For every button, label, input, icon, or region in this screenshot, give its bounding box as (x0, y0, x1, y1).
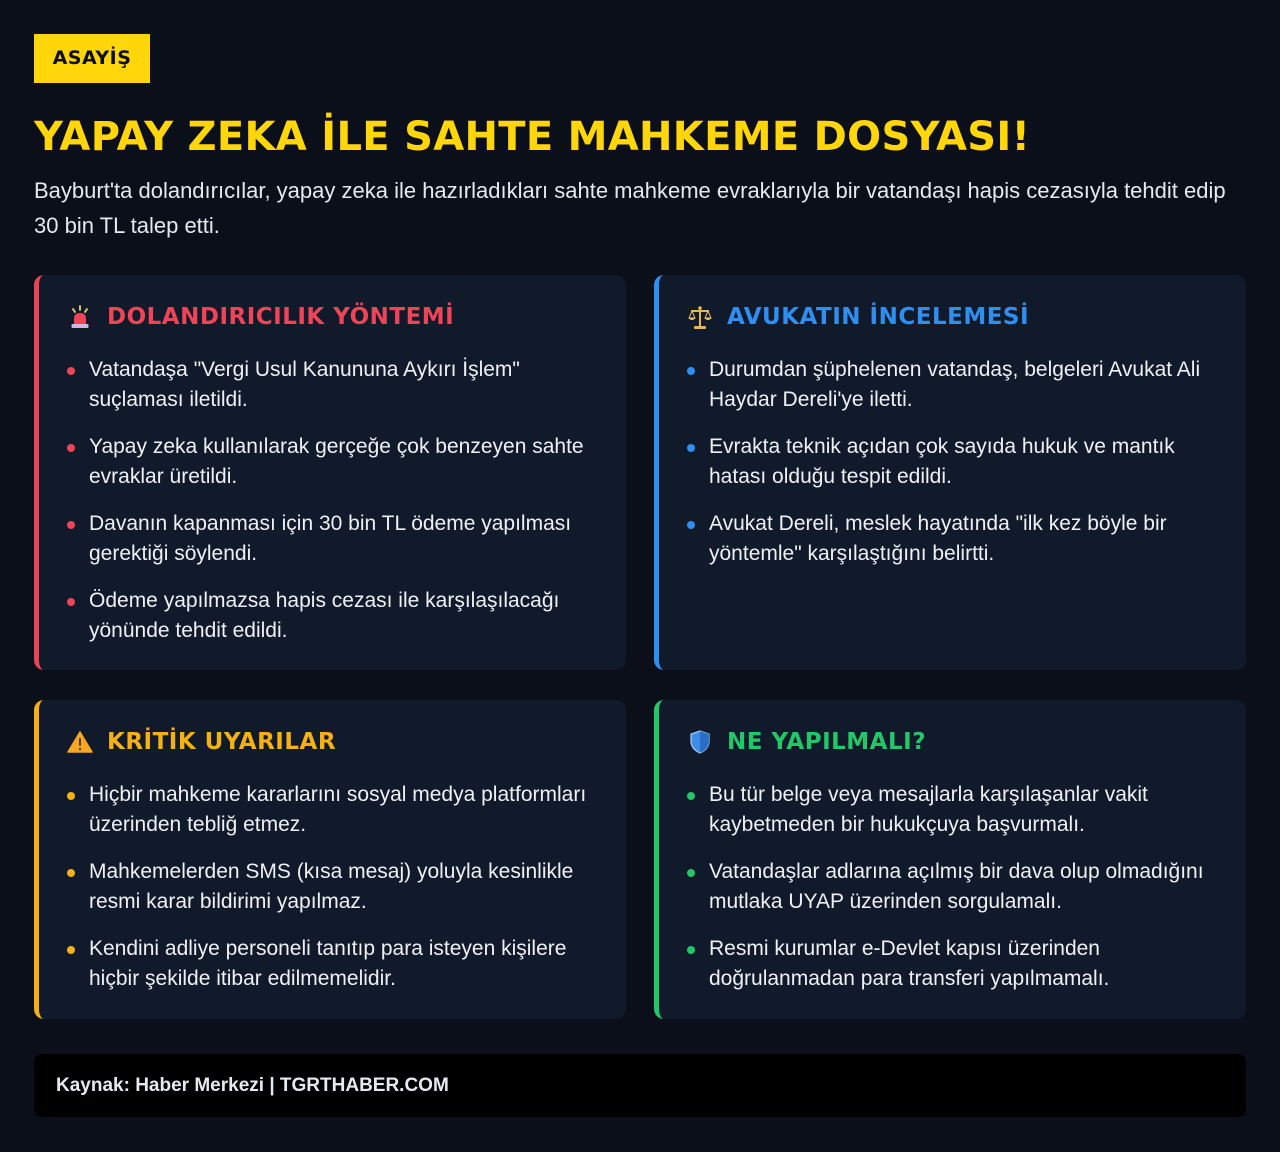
source-text: Kaynak: Haber Merkezi | TGRTHABER.COM (56, 1074, 449, 1096)
bullet-icon (67, 598, 75, 606)
list-item: Bu tür belge veya mesajlarla karşılaşanlar vakit kaybetmeden bir hukukçuya başvurmalı. (687, 780, 1207, 840)
list-item: Avukat Dereli, meslek hayatında "ilk kez böyle bir yöntemle" karşılaştığını belirtti. (687, 509, 1207, 569)
bullet-icon (687, 869, 695, 877)
bullet-icon (687, 367, 695, 375)
list-item: Vatandaşlar adlarına açılmış bir dava olup olmadığını mutlaka UYAP üzerinden sorgulamalı. (687, 857, 1207, 917)
source-footer (34, 1054, 1246, 1117)
list-item: Yapay zeka kullanılarak gerçeğe çok benzeyen sahte evraklar üretildi. (67, 432, 587, 492)
card-lawyer-review (654, 275, 1246, 670)
card-fraud-method (34, 275, 626, 670)
bullet-icon (687, 444, 695, 452)
list-item: Kendini adliye personeli tanıtıp para isteyen kişilere hiçbir şekilde itibar edilmemelidir. (67, 934, 587, 994)
list-item: Resmi kurumlar e-Devlet kapısı üzerinden doğrulanmadan para transferi yapılmamalı. (687, 934, 1207, 994)
list-item: Vatandaşa "Vergi Usul Kanununa Aykırı İşlem" suçlaması iletildi. (67, 355, 587, 415)
bullet-icon (67, 444, 75, 452)
card-title: DOLANDIRICILIK YÖNTEMİ (107, 304, 455, 330)
bullet-icon (67, 869, 75, 877)
warning-icon (67, 729, 93, 755)
card-title: NE YAPILMALI? (727, 729, 927, 755)
card-header (687, 726, 1218, 758)
card-header (67, 301, 598, 333)
bullet-icon (687, 792, 695, 800)
list-item: Evrakta teknik açıdan çok sayıda hukuk ve mantık hatası olduğu tespit edildi. (687, 432, 1207, 492)
bullet-icon (67, 521, 75, 529)
card-list (67, 355, 598, 646)
card-title: KRİTİK UYARILAR (107, 729, 337, 755)
siren-icon (67, 304, 93, 330)
card-header (67, 726, 598, 758)
card-header (687, 301, 1218, 333)
headline: YAPAY ZEKA İLE SAHTE MAHKEME DOSYASI! (34, 114, 1031, 160)
category-badge: ASAYİŞ (34, 34, 150, 83)
lead-paragraph: Bayburt'ta dolandırıcılar, yapay zeka ile hazırladıkları sahte mahkeme evraklarıyla bir vatandaşı hapis cezasıyla tehdit edip 30 bin TL talep etti. (34, 178, 1226, 238)
card-list (67, 780, 598, 994)
list-item: Davanın kapanması için 30 bin TL ödeme yapılması gerektiği söylendi. (67, 509, 587, 569)
infographic (34, 34, 1246, 1096)
card-list (687, 780, 1218, 994)
bullet-icon (67, 946, 75, 954)
bullet-icon (67, 367, 75, 375)
bullet-icon (687, 521, 695, 529)
scales-icon (687, 304, 713, 330)
card-what-to-do (654, 700, 1246, 1019)
card-title: AVUKATIN İNCELEMESİ (727, 304, 1030, 330)
list-item: Mahkemelerden SMS (kısa mesaj) yoluyla kesinlikle resmi karar bildirimi yapılmaz. (67, 857, 587, 917)
bullet-icon (687, 946, 695, 954)
list-item: Durumdan şüphelenen vatandaş, belgeleri Avukat Ali Haydar Dereli'ye iletti. (687, 355, 1207, 415)
list-item: Ödeme yapılmazsa hapis cezası ile karşılaşılacağı yönünde tehdit edildi. (67, 586, 587, 646)
card-list (687, 355, 1218, 569)
card-critical-warnings (34, 700, 626, 1019)
bullet-icon (67, 792, 75, 800)
shield-icon (687, 729, 713, 755)
list-item: Hiçbir mahkeme kararlarını sosyal medya platformları üzerinden tebliğ etmez. (67, 780, 587, 840)
